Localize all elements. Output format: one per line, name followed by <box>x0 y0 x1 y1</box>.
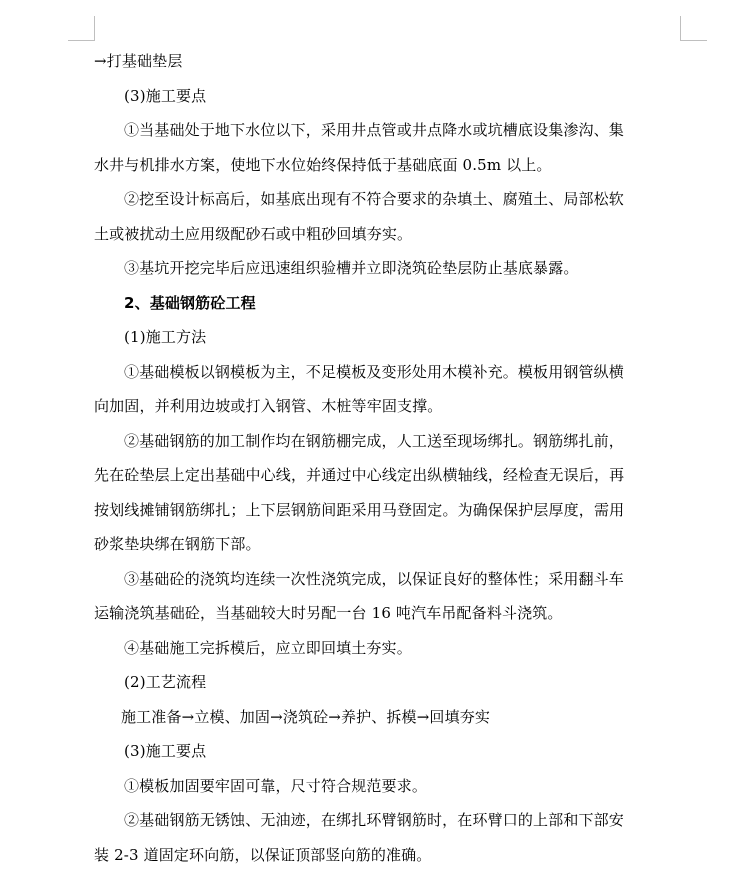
text-line: ③基础砼的浇筑均连续一次性浇筑完成，以保证良好的整体性；采用翻斗车 <box>94 562 686 597</box>
text-line: ①基础模板以钢模板为主，不足模板及变形处用木模补充。模板用钢管纵横 <box>94 355 686 390</box>
text-line: ①模板加固要牢固可靠，尺寸符合规范要求。 <box>94 769 686 804</box>
text-line: 土或被扰动土应用级配砂石或中粗砂回填夯实。 <box>94 217 686 252</box>
margin-mark-top-right <box>680 16 707 41</box>
section-heading: 2、基础钢筋砼工程 <box>94 286 686 321</box>
text-line: ①当基础处于地下水位以下，采用井点管或井点降水或坑槽底设集渗沟、集 <box>94 113 686 148</box>
text-line: 运输浇筑基础砼，当基础较大时另配一台 16 吨汽车吊配备料斗浇筑。 <box>94 596 686 631</box>
process-flow-line: 施工准备→立模、加固→浇筑砼→养护、拆模→回填夯实 <box>94 700 686 735</box>
text-line: 水井与机排水方案，使地下水位始终保持低于基础底面 0.5m 以上。 <box>94 148 686 183</box>
text-line: ③基坑开挖完毕后应迅速组织验槽并立即浇筑砼垫层防止基底暴露。 <box>94 251 686 286</box>
text-line: 装 2-3 道固定环向筋，以保证顶部竖向筋的准确。 <box>94 838 686 872</box>
margin-mark-top-left <box>68 16 95 41</box>
subheading-construction-method: (1)施工方法 <box>94 320 686 355</box>
text-line: ④基础施工完拆模后，应立即回填土夯实。 <box>94 631 686 666</box>
text-line: ②基础钢筋的加工制作均在钢筋棚完成，人工送至现场绑扎。钢筋绑扎前， <box>94 424 686 459</box>
document-body[interactable] <box>94 44 686 872</box>
text-line: ②基础钢筋无锈蚀、无油迹，在绑扎环臂钢筋时，在环臂口的上部和下部安 <box>94 803 686 838</box>
text-line: 按划线摊铺钢筋绑扎；上下层钢筋间距采用马登固定。为确保保护层厚度，需用 <box>94 493 686 528</box>
text-line: ②挖至设计标高后，如基底出现有不符合要求的杂填土、腐殖土、局部松软 <box>94 182 686 217</box>
subheading-construction-points: (3)施工要点 <box>94 734 686 769</box>
text-line: 砂浆垫块绑在钢筋下部。 <box>94 527 686 562</box>
subheading-process-flow: (2)工艺流程 <box>94 665 686 700</box>
subheading-construction-points: (3)施工要点 <box>94 79 686 114</box>
text-line: 向加固，并利用边坡或打入钢管、木桩等牢固支撑。 <box>94 389 686 424</box>
text-line: →打基础垫层 <box>94 44 686 79</box>
text-line: 先在砼垫层上定出基础中心线，并通过中心线定出纵横轴线，经检查无误后，再 <box>94 458 686 493</box>
